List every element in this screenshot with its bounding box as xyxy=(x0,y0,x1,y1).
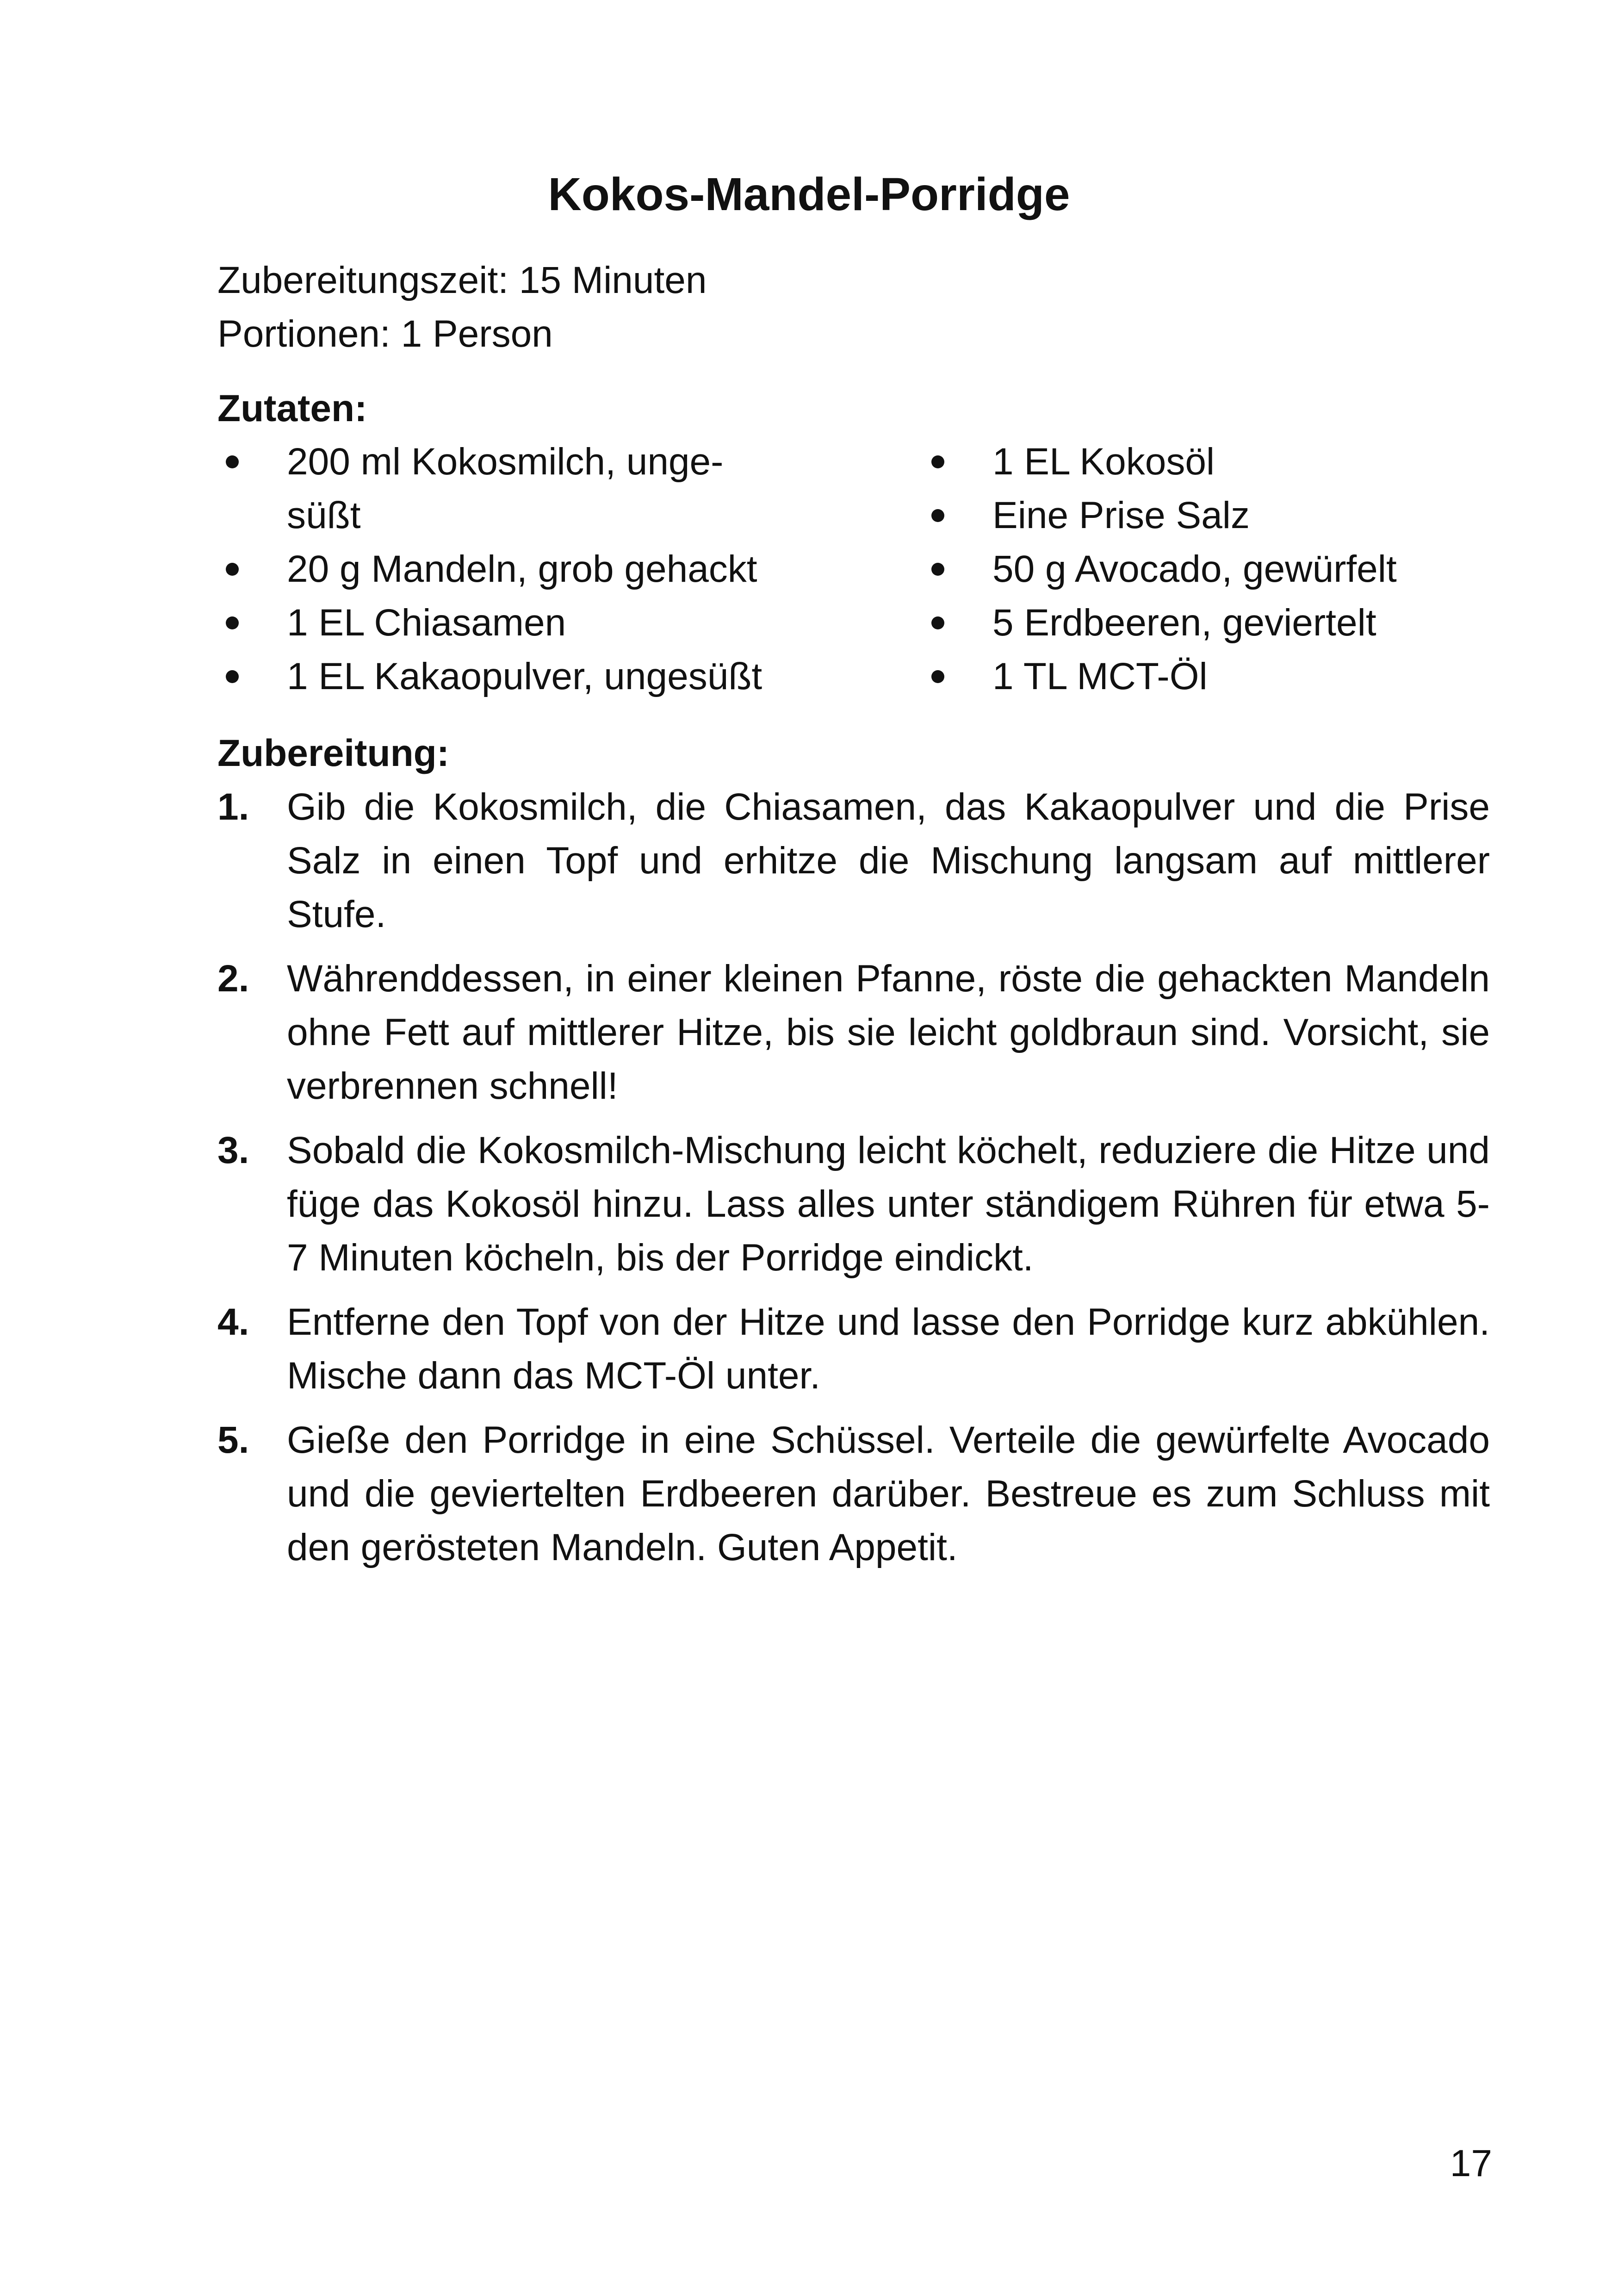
ingredient-text: 50 g Avocado, gewürfelt xyxy=(992,548,1397,590)
ingredient-text: 1 EL Chiasamen xyxy=(287,602,566,644)
step-text: Gieße den Porridge in eine Schüssel. Verteile die gewürfelte Avocado und die geviertelten Erdbeeren darüber. Bestreue es zum Schluss mit den gerösteten Mandeln. Guten Appetit. xyxy=(287,1419,1490,1568)
step-item xyxy=(217,1413,1490,1574)
step-text: Währenddessen, in einer kleinen Pfanne, röste die gehackten Mandeln ohne Fett auf mittlerer Hitze, bis sie leicht goldbraun sind. Vorsicht, sie verbrennen schnell! xyxy=(287,958,1490,1107)
ingredient-text: 20 g Mandeln, grob gehackt xyxy=(287,548,757,590)
ingredient-item xyxy=(923,542,1478,596)
preparation-steps xyxy=(217,780,1490,1585)
ingredient-item xyxy=(217,435,819,542)
step-text: Entferne den Topf von der Hitze und lasse den Porridge kurz abkühlen. Mische dann das MCT-Öl unter. xyxy=(287,1301,1490,1397)
step-item xyxy=(217,1295,1490,1403)
page-number: 17 xyxy=(1450,2142,1492,2184)
ingredient-item xyxy=(923,435,1478,489)
ingredient-text: 1 TL MCT-Öl xyxy=(992,655,1208,697)
step-item xyxy=(217,1124,1490,1285)
ingredient-text: 1 EL Kokosöl xyxy=(992,441,1215,483)
recipe-meta xyxy=(217,254,707,361)
ingredient-text: 200 ml Kokosmilch, unge- süßt xyxy=(287,441,724,536)
ingredients-list-left xyxy=(217,435,819,703)
ingredient-item xyxy=(217,650,819,703)
ingredient-item xyxy=(923,489,1478,542)
step-number: 3. xyxy=(217,1129,249,1171)
ingredients-list-right xyxy=(923,435,1478,703)
ingredient-item xyxy=(217,596,819,650)
step-item xyxy=(217,952,1490,1113)
step-number: 2. xyxy=(217,958,249,1000)
recipe-title: Kokos-Mandel-Porridge xyxy=(548,168,1070,220)
ingredient-text: 1 EL Kakaopulver, ungesüßt xyxy=(287,655,763,697)
ingredient-item xyxy=(923,596,1478,650)
ingredient-item xyxy=(217,542,819,596)
preparation-heading: Zubereitung: xyxy=(217,732,450,774)
step-number: 4. xyxy=(217,1301,249,1343)
ingredient-text: Eine Prise Salz xyxy=(992,494,1250,536)
step-text: Sobald die Kokosmilch-Mischung leicht köchelt, reduziere die Hitze und füge das Kokosöl hinzu. Lass alles unter ständigem Rühren für etwa 5-7 Minuten köcheln, bis der Porridge eindickt. xyxy=(287,1129,1490,1279)
step-item xyxy=(217,780,1490,941)
servings: Portionen: 1 Person xyxy=(217,313,553,355)
step-number: 1. xyxy=(217,786,249,828)
ingredient-item xyxy=(923,650,1478,703)
ingredient-text: 5 Erdbeeren, geviertelt xyxy=(992,602,1376,644)
ingredients-heading: Zutaten: xyxy=(217,387,367,429)
prep-time: Zubereitungszeit: 15 Minuten xyxy=(217,259,707,301)
step-number: 5. xyxy=(217,1419,249,1461)
step-text: Gib die Kokosmilch, die Chiasamen, das Kakaopulver und die Prise Salz in einen Topf und erhitze die Mischung langsam auf mittlerer Stufe. xyxy=(287,786,1490,935)
